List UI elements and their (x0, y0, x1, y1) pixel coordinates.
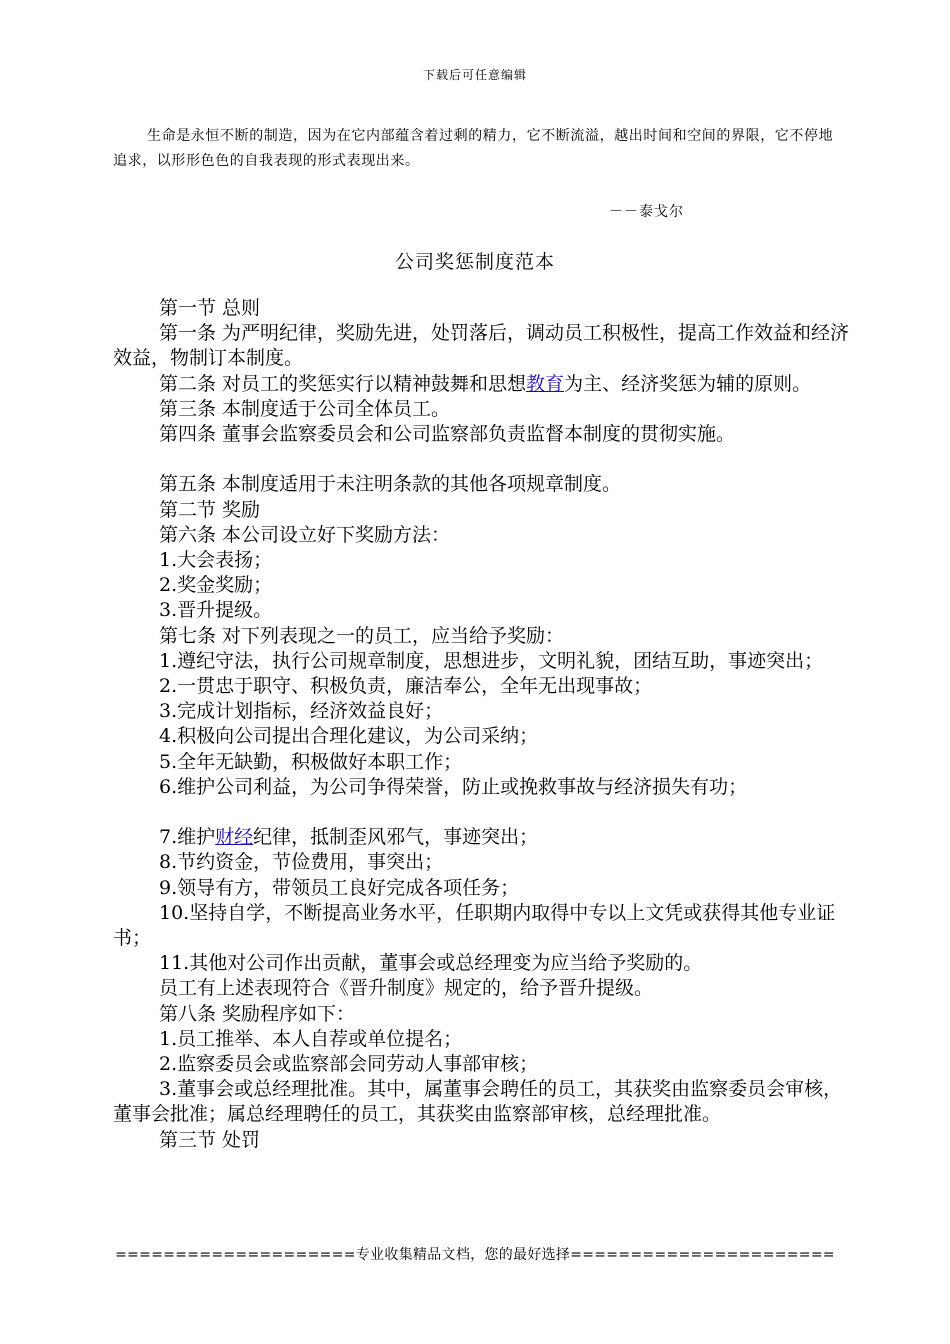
paragraph: 6.维护公司利益，为公司争得荣誉，防止或挽救事故与经济损失有功； (159, 775, 748, 798)
inline-link[interactable]: 教育 (526, 372, 565, 395)
paragraph: 1.大会表扬； (159, 549, 273, 572)
paragraph: 11.其他对公司作出贡献，董事会或总经理变为应当给予奖励的。 (159, 952, 703, 975)
paragraph: 第六条 本公司设立好下奖励方法： (159, 523, 451, 546)
paragraph: 10.坚持自学，不断提高业务水平，任职期内取得中专以上文凭或获得其他专业证书； (113, 901, 836, 950)
paragraph: 8.节约资金，节俭费用，事突出； (159, 851, 444, 874)
paragraph-text: 第二条 对员工的奖惩实行以精神鼓舞和思想 (159, 372, 527, 395)
paragraph: 第三条 本制度适于公司全体员工。 (159, 397, 451, 420)
paragraph: 员工有上述表现符合《晋升制度》规定的，给予晋升提级。 (159, 977, 654, 1000)
paragraph: 3.董事会或总经理批准。其中，属董事会聘任的员工，其获奖由监察委员会审核，董事会批准；属总经理聘任的员工，其获奖由监察部审核，总经理批准。 (113, 1078, 843, 1126)
paragraph-text: 纪律，抵制歪风邪气，事迹突出； (253, 826, 539, 849)
blank-line (113, 800, 853, 825)
document-body (113, 296, 853, 1153)
paragraph: 2.监察委员会或监察部会同劳动人事部审核； (159, 1053, 539, 1076)
header-note: 下载后可任意编辑 (422, 68, 527, 82)
paragraph: 第三节 处罚 (159, 1128, 261, 1151)
paragraph-text: 7.维护 (159, 826, 216, 849)
paragraph: 4.积极向公司提出合理化建议，为公司采纳； (159, 725, 539, 748)
paragraph: 1.员工推举、本人自荐或单位提名； (159, 1027, 463, 1050)
paragraph: 第五条 本制度适用于未注明条款的其他各项规章制度。 (159, 473, 622, 496)
footer-note: ====================专业收集精品文档，您的最好选择====================== (115, 1247, 835, 1263)
quote-text: 生命是永恒不断的制造，因为在它内部蕴含着过剩的精力，它不断流溢，越出时间和空间的界限，它不停地追求，以形形色色的自我表现的形式表现出来。 (113, 128, 834, 169)
paragraph: 3.晋升提级。 (159, 599, 273, 622)
paragraph-text: 为主、经济奖惩为辅的原则。 (564, 372, 812, 395)
paragraph: 5.全年无缺勤，积极做好本职工作； (159, 750, 463, 773)
paragraph (113, 372, 853, 397)
paragraph: 第四条 董事会监察委员会和公司监察部负责监督本制度的贯彻实施。 (159, 423, 736, 446)
inline-link[interactable]: 财经 (215, 826, 254, 849)
paragraph: 2.一贯忠于职守、积极负责，廉洁奉公，全年无出现事故； (159, 675, 653, 698)
paragraph: 第二节 奖励 (159, 498, 261, 521)
paragraph: 第一节 总则 (159, 297, 261, 319)
paragraph: 第八条 奖励程序如下： (159, 1002, 356, 1025)
quote-author: －－泰戈尔 (609, 204, 684, 220)
paragraph: 2.奖金奖励； (159, 574, 273, 597)
paragraph: 1.遵纪守法，执行公司规章制度，思想进步，文明礼貌，团结互助，事迹突出； (159, 649, 824, 672)
document-title: 公司奖惩制度范本 (394, 251, 555, 273)
paragraph: 3.完成计划指标，经济效益良好； (159, 700, 444, 723)
paragraph: 第七条 对下列表现之一的员工，应当给予奖励： (159, 624, 565, 647)
blank-line (113, 447, 853, 472)
paragraph: 第一条 为严明纪律，奖励先进，处罚落后，调动员工积极性，提高工作效益和经济效益，物制订本制度。 (113, 322, 850, 370)
paragraph: 9.领导有方，带领员工良好完成各项任务； (159, 876, 520, 899)
paragraph (113, 825, 853, 850)
